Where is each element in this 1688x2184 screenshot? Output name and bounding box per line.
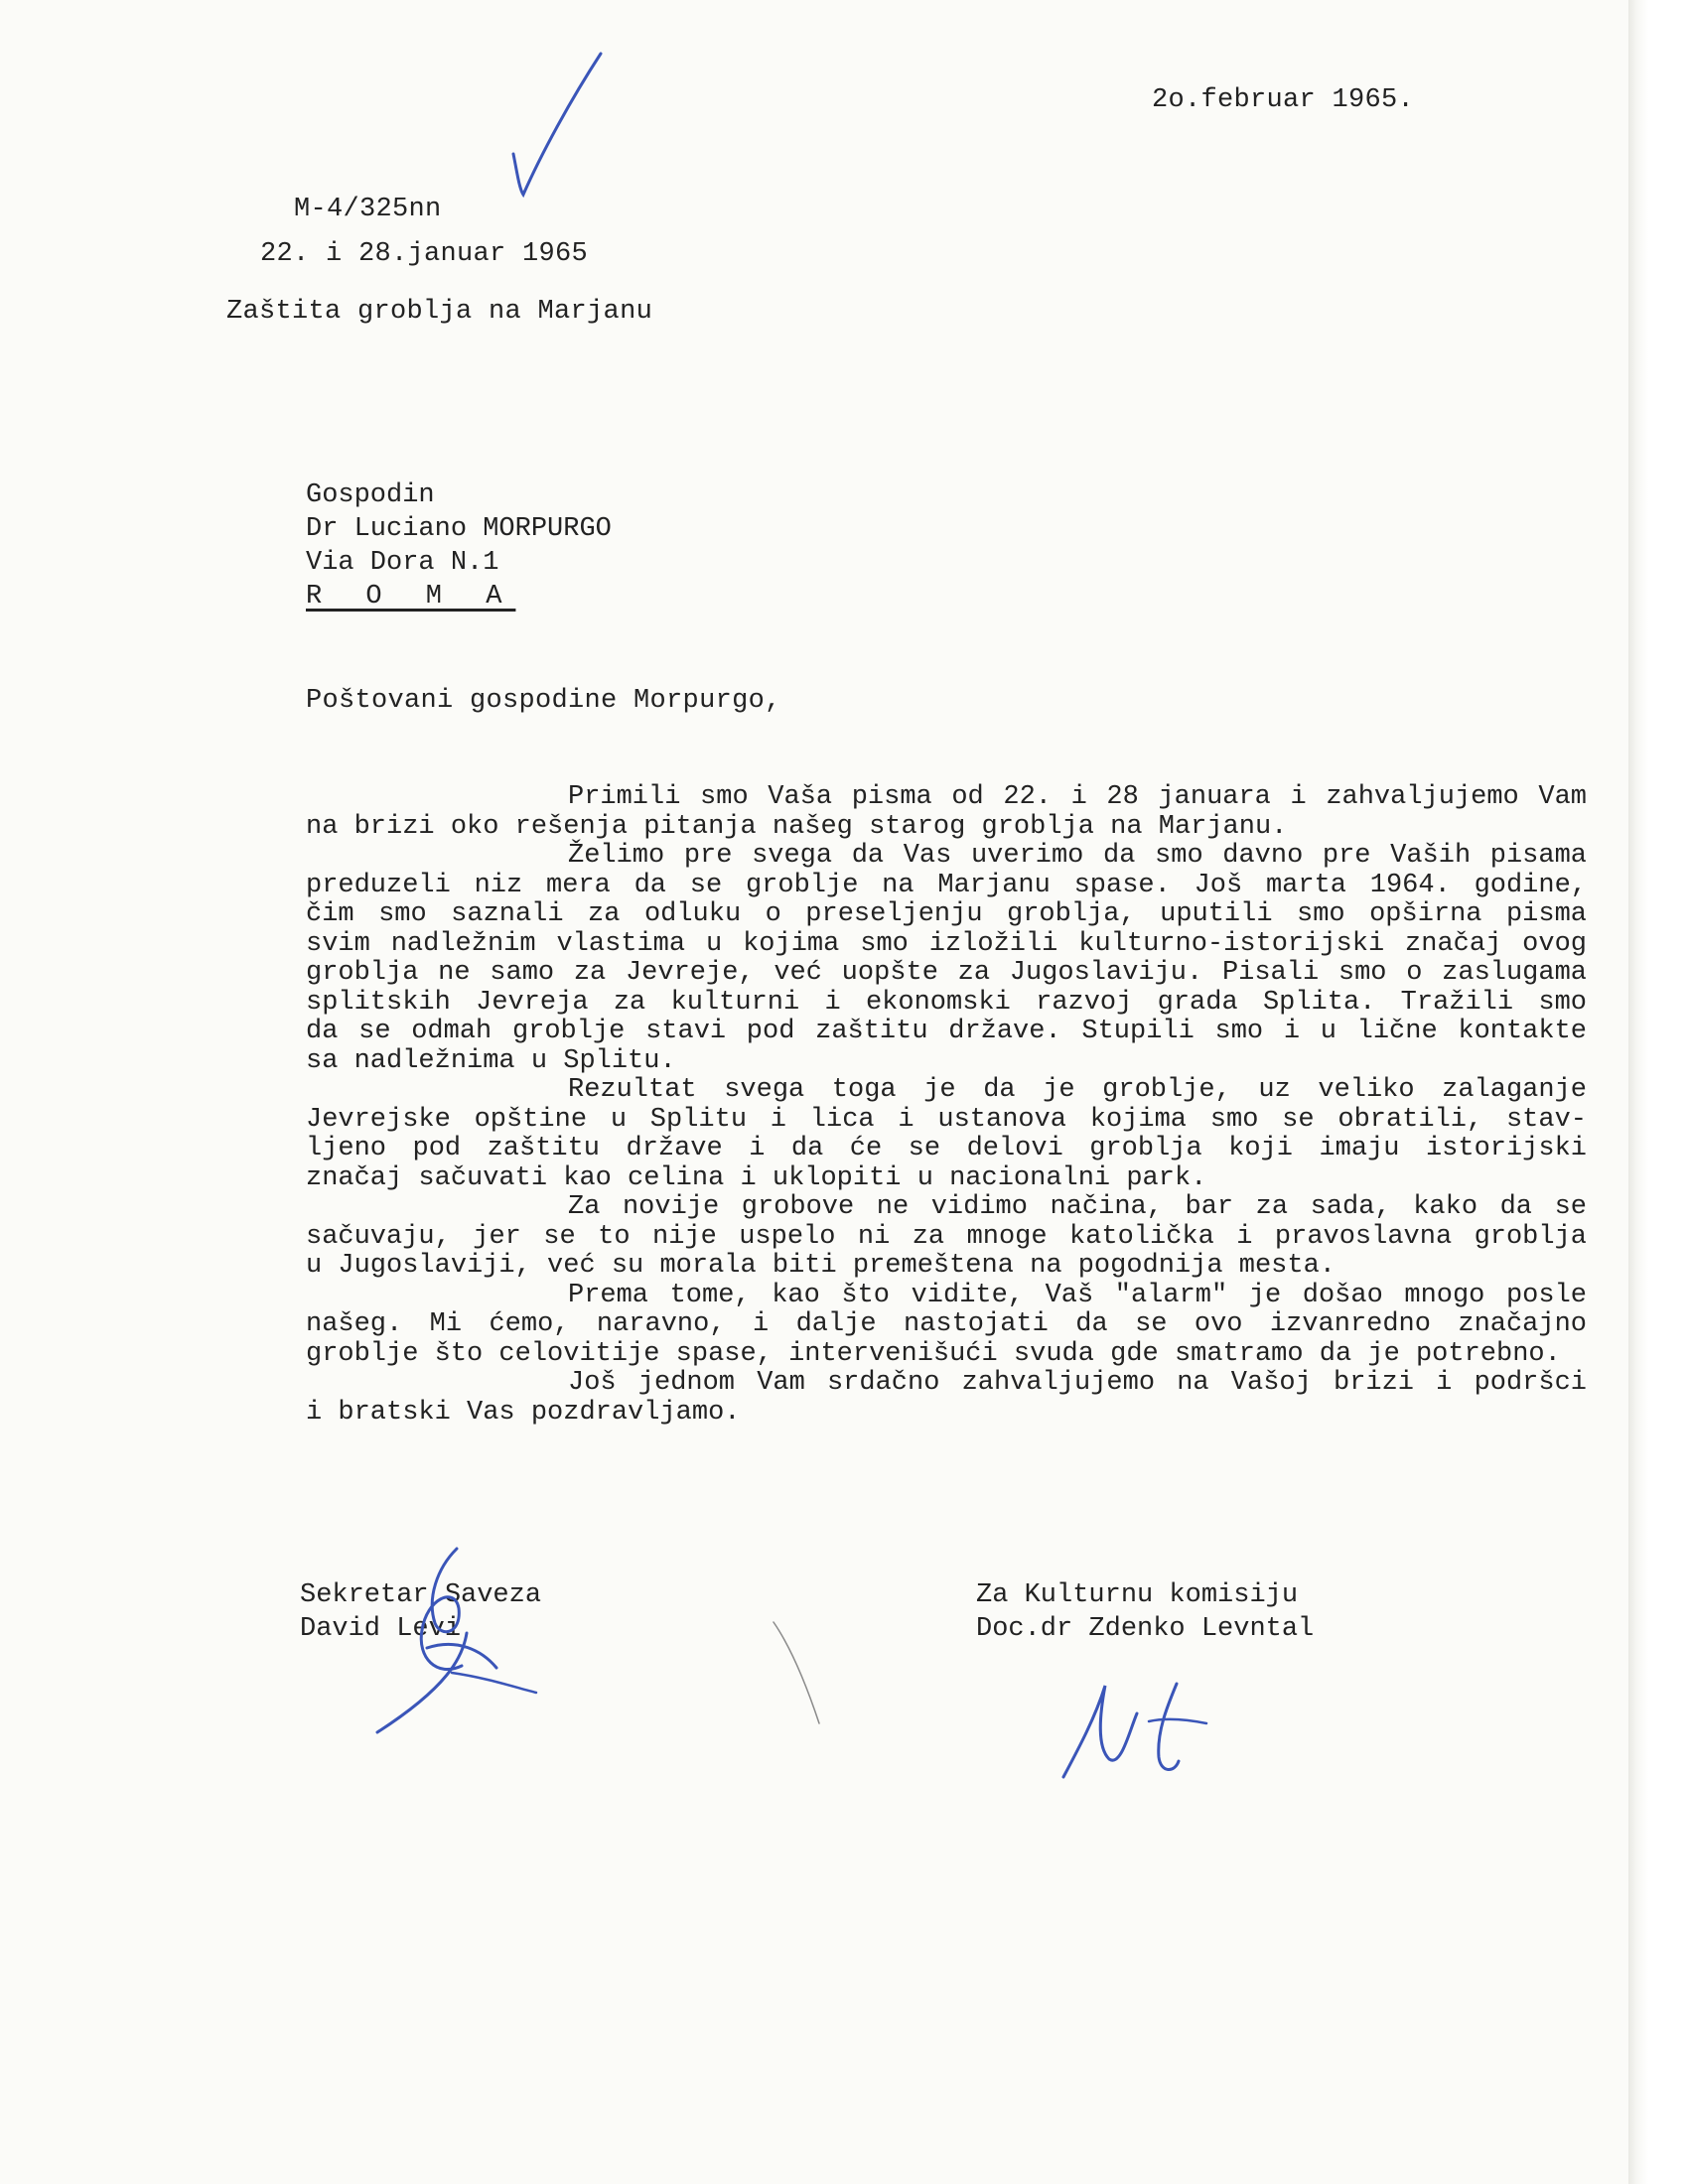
recipient-city: R O M A: [306, 582, 516, 612]
body-paragraph: [306, 783, 1587, 842]
body-line: u Jugoslaviji, već su morala biti premeštena na pogodnija mesta.: [306, 1251, 1336, 1281]
body-line: Primili smo Vaša pisma od 22. i 28 januara i zahvaljujemo Vam: [568, 782, 1587, 812]
recipient-address: [306, 478, 612, 614]
body-line: našeg. Mi ćemo, naravno, i dalje nastojati da se ovo izvanredno značajno: [306, 1309, 1587, 1339]
body-line: na brizi oko rešenja pitanja našeg starog groblja na Marjanu.: [306, 811, 1288, 842]
body-paragraph: [306, 842, 1587, 1076]
reference-number: M-4/325nn: [294, 195, 442, 224]
body-line: ljeno pod zaštitu države i da će se delovi groblja koji imaju istorijski: [306, 1134, 1587, 1163]
signer-title-left: Sekretar Saveza: [300, 1580, 542, 1610]
reference-dates: 22. i 28.januar 1965: [260, 239, 589, 269]
recipient-name: Dr Luciano MORPURGO: [306, 514, 612, 544]
page-edge: [1628, 0, 1688, 2184]
body-line: Još jednom Vam srdačno zahvaljujemo na Vašoj brizi i podršci: [568, 1368, 1587, 1398]
body-line: sačuvaju, jer se to nije uspelo ni za mnoge katolička i pravoslavna groblja: [306, 1221, 1587, 1252]
body-line: svim nadležnim vlastima u kojima smo izložili kulturno-istorijski značaj ovog: [306, 928, 1587, 959]
letter-body: [306, 783, 1587, 1428]
greeting: Poštovani gospodine Morpurgo,: [306, 686, 781, 716]
body-line: preduzeli niz mera da se groblje na Marjanu spase. Još marta 1964. godine,: [306, 870, 1587, 900]
signer-title-right: Za Kulturnu komisiju: [976, 1580, 1299, 1610]
body-line: Prema tome, kao što vidite, Vaš "alarm" je došao mnogo posle: [568, 1280, 1587, 1310]
reference-subject: Zaštita groblja na Marjanu: [226, 297, 653, 327]
body-line: Za novije grobove ne vidimo načina, bar za sada, kako da se: [568, 1192, 1587, 1222]
pen-mark: [770, 1618, 829, 1727]
body-line: groblja ne samo za Jevreje, već uopšte za Jugoslaviju. Pisali smo o zaslugama: [306, 958, 1587, 988]
body-line: sa nadležnima u Splitu.: [306, 1045, 676, 1076]
body-line: Želimo pre svega da Vas uverimo da smo davno pre Vaših pisama: [568, 841, 1587, 871]
body-paragraph: [306, 1076, 1587, 1193]
recipient-title: Gospodin: [306, 480, 435, 510]
signer-name-left: David Levi: [300, 1614, 462, 1644]
body-line: i bratski Vas pozdravljamo.: [306, 1397, 741, 1428]
body-line: groblje što celovitije spase, intervenišući svuda gde smatramo da je potrebno.: [306, 1338, 1561, 1369]
body-line: čim smo saznali za odluku o preseljenju groblja, uputili smo opširna pisma: [306, 899, 1587, 929]
handwritten-signature-left: [367, 1539, 546, 1737]
body-paragraph: [306, 1282, 1587, 1370]
handwritten-signature-right: [1057, 1678, 1236, 1787]
recipient-street: Via Dora N.1: [306, 548, 499, 578]
body-line: Rezultat svega toga je da je groblje, uz veliko zalaganje: [568, 1075, 1587, 1105]
letter-date: 2o.februar 1965.: [1152, 85, 1415, 115]
body-line: značaj sačuvati kao celina i uklopiti u nacionalni park.: [306, 1162, 1207, 1193]
body-paragraph: [306, 1369, 1587, 1428]
body-line: Jevrejske opštine u Splitu i lica i ustanova kojima smo se obratili, stav-: [306, 1104, 1587, 1135]
signature-block-right: [976, 1578, 1314, 1646]
body-line: da se odmah groblje stavi pod zaštitu države. Stupili smo i u lične kontakte: [306, 1017, 1587, 1046]
body-paragraph: [306, 1193, 1587, 1282]
body-line: splitskih Jevreja za kulturni i ekonomski razvoj grada Splita. Tražili smo: [306, 987, 1587, 1018]
signer-name-right: Doc.dr Zdenko Levntal: [976, 1614, 1315, 1644]
check-mark: [501, 50, 611, 199]
